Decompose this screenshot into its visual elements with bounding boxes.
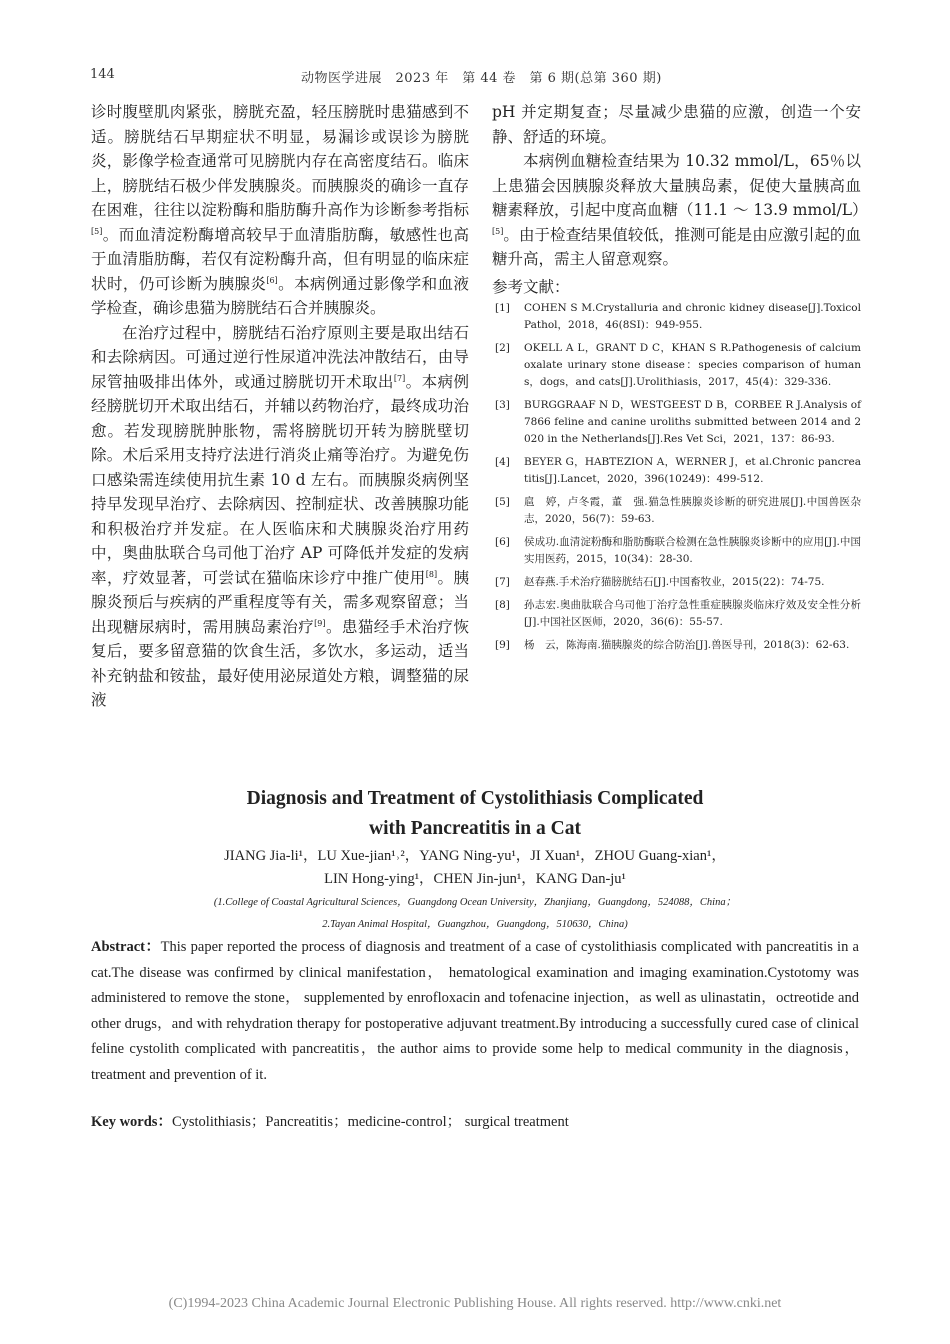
reference-number: [2] [495,341,510,354]
reference-item [492,300,861,334]
abstract-label: Abstract： [91,939,161,955]
journal-info: 动物医学进展 2023 年 第 44 卷 第 6 期(总第 360 期) [301,71,662,86]
reference-list [492,300,861,654]
reference-text: COHEN S M.Crystalluria and chronic kidney disease[J].Toxicol Pathol，2018，46(8SI)：949-955. [524,301,861,331]
page-number: 144 [90,67,115,82]
reference-item [492,397,861,448]
reference-number: [3] [495,398,510,411]
citation[interactable]: [8] [425,569,438,579]
reference-item [492,597,861,631]
left-paragraph-2: 在治疗过程中，膀胱结石治疗原则主要是取出结石和去除病因。可通过逆行性尿道冲洗法冲散结石，由导尿管抽吸排出体外，或通过膀胱切开术取出[7]。本病例经膀胱切开术取出结石，并辅以药物治疗，最终成功治愈。若发现膀胱肿胀物，需将膀胱切开转为膀胱壁切除。术后采用支持疗法进行消炎止痛等治疗。为避免伤口感染需连续使用抗生素 10 d 左右。而胰腺炎病例坚持早发现早治疗、去除病因、控制症状、改善胰腺功能和积极治疗并发症。在人医临床和犬胰腺炎治疗用药中，奥曲肽联合乌司他丁治疗 AP 可降低并发症的发病率，疗效显著，可尝试在猫临床诊疗中推广使用[8]。胰腺炎预后与疾病的严重程度等有关，需多观察留意；当出现糖尿病时，需用胰岛素治疗[9]。患猫经手术治疗恢复后，要多留意猫的饮食生活，多饮水，多运动，适当补充钠盐和铵盐，最好使用泌尿道处方粮，调整猫的尿液 [91,323,469,709]
reference-text: 赵春燕.手术治疗猫膀胱结石[J].中国畜牧业，2015(22)：74-75. [524,575,825,588]
citation[interactable]: [5] [492,226,504,236]
abstract-text: This paper reported the process of diagnosis and treatment of a case of cystolithiasis complicated with pancreatitis in a cat.The disease was confirmed by clinical manifestation， hematological examination and imaging examination.Cystotomy was administered to remove the stone， supplemented by enrofloxacin and tofenacine injection，as well as ulinastatin，octreotide and other drugs，and with rehydration therapy for postoperative adjuvant treatment.By introducing a successfully cured case of clinical feline cystolith complicated with pancreatitis，the author aims to provide some help to medical community in the diagnosis，treatment and prevention of it. [91,939,859,1083]
reference-number: [5] [495,495,510,508]
reference-text: OKELL A L，GRANT D C，KHAN S R.Pathogenesis of calcium oxalate urinary stone disease：species comparison of humans，dogs，and cats[J].Urolithiasis，2017，45(4)：329-336. [524,341,861,388]
english-title-line-2: with Pancreatitis in a Cat [369,818,581,839]
reference-item [492,340,861,391]
reference-number: [7] [495,575,510,588]
running-header [90,64,862,88]
reference-item [492,637,861,654]
citation[interactable]: [7] [393,373,406,383]
reference-item [492,454,861,488]
right-paragraph-1: pH 并定期复查；尽量减少患猫的应激，创造一个安静、舒适的环境。 [492,103,861,146]
authors-line-2: LIN Hong-ying¹，CHEN Jin-jun¹，KANG Dan-ju¹ [324,871,626,887]
reference-number: [1] [495,301,510,314]
left-column [91,100,469,713]
reference-text: 扈 婷，卢冬霞，董 强.猫急性胰腺炎诊断的研究进展[J].中国兽医杂志，2020，56(7)：59-63. [524,495,861,525]
reference-number: [6] [495,535,510,548]
reference-number: [4] [495,455,510,468]
english-authors [120,845,830,891]
reference-item [492,534,861,568]
reference-item [492,574,861,591]
keywords-label: Key words： [91,1114,172,1130]
reference-text: 杨 云，陈海南.猫胰腺炎的综合防治[J].兽医导刊，2018(3)：62-63. [524,638,850,651]
reference-number: [9] [495,638,510,651]
left-paragraph-1: 诊时腹壁肌肉紧张，膀胱充盈，轻压膀胱时患猫感到不适。膀胱结石早期症状不明显，易漏诊或误诊为膀胱炎，影像学检查通常可见膀胱内存在高密度结石。临床上，膀胱结石极少伴发胰腺炎。而胰腺炎的确诊一直存在困难，往往以淀粉酶和脂肪酶升高作为诊断参考指标[5]。而血清淀粉酶增高较早于血清脂肪酶，敏感性也高于血清脂肪酶，若仅有淀粉酶升高，但有明显的临床症状时，仍可诊断为胰腺炎[6]。本病例通过影像学和血液学检查，确诊患猫为膀胱结石合并胰腺炎。 [91,103,469,317]
right-paragraph-2: 本病例血糖检查结果为 10.32 mmol/L，65％以上患猫会因胰腺炎释放大量胰岛素，促使大量胰高血糖素释放，引起中度高血糖（11.1 ～ 13.9 mmol/L）[5]。由于检查结果值较低，推测可能是由应激引起的血糖升高，需主人留意观察。 [492,152,868,268]
reference-text: BURGGRAAF N D，WESTGEEST D B，CORBEE R J.Analysis of 7866 feline and canine uroliths submitted between 2014 and 2020 in the Netherlands[J].Res Vet Sci，2021，137：86-93. [524,398,861,445]
affiliation-1: (1.College of Coastal Agricultural Sciences，Guangdong Ocean University，Zhanjiang，Guangdong，524088，China； [213,897,737,908]
keywords-text: Cystolithiasis；Pancreatitis；medicine-control； surgical treatment [171,1114,569,1130]
reference-text: 孙志宏.奥曲肽联合乌司他丁治疗急性重症胰腺炎临床疗效及安全性分析[J].中国社区医师，2020，36(6)：55-57. [524,598,861,628]
english-title [160,784,790,844]
reference-item [492,494,861,528]
reference-number: [8] [495,598,510,611]
references-heading: 参考文献： [492,277,570,296]
copyright-footer: (C)1994-2023 China Academic Journal Electronic Publishing House. All rights reserved. http://www.cnki.net [168,1296,782,1311]
reference-text: 侯成功.血清淀粉酶和脂肪酶联合检测在急性胰腺炎诊断中的应用[J].中国实用医药，2015，10(34)：28-30. [524,535,861,565]
authors-line-1: JIANG Jia-li¹，LU Xue-jian¹˒²，YANG Ning-yu¹，JI Xuan¹，ZHOU Guang-xian¹， [224,848,726,864]
right-column [492,100,868,660]
reference-text: BEYER G，HABTEZION A，WERNER J，et al.Chronic pancreatitis[J].Lancet，2020，396(10249)：499-512. [524,455,861,485]
english-title-line-1: Diagnosis and Treatment of Cystolithiasis Complicated [246,788,704,809]
citation[interactable]: [9] [314,618,326,628]
english-abstract [91,935,859,1088]
english-keywords [91,1110,859,1135]
affiliation-2: 2.Tayan Animal Hospital，Guangzhou，Guangdong，510630，China) [322,919,628,930]
citation[interactable]: [6] [266,275,278,285]
citation[interactable]: [5] [91,226,103,236]
